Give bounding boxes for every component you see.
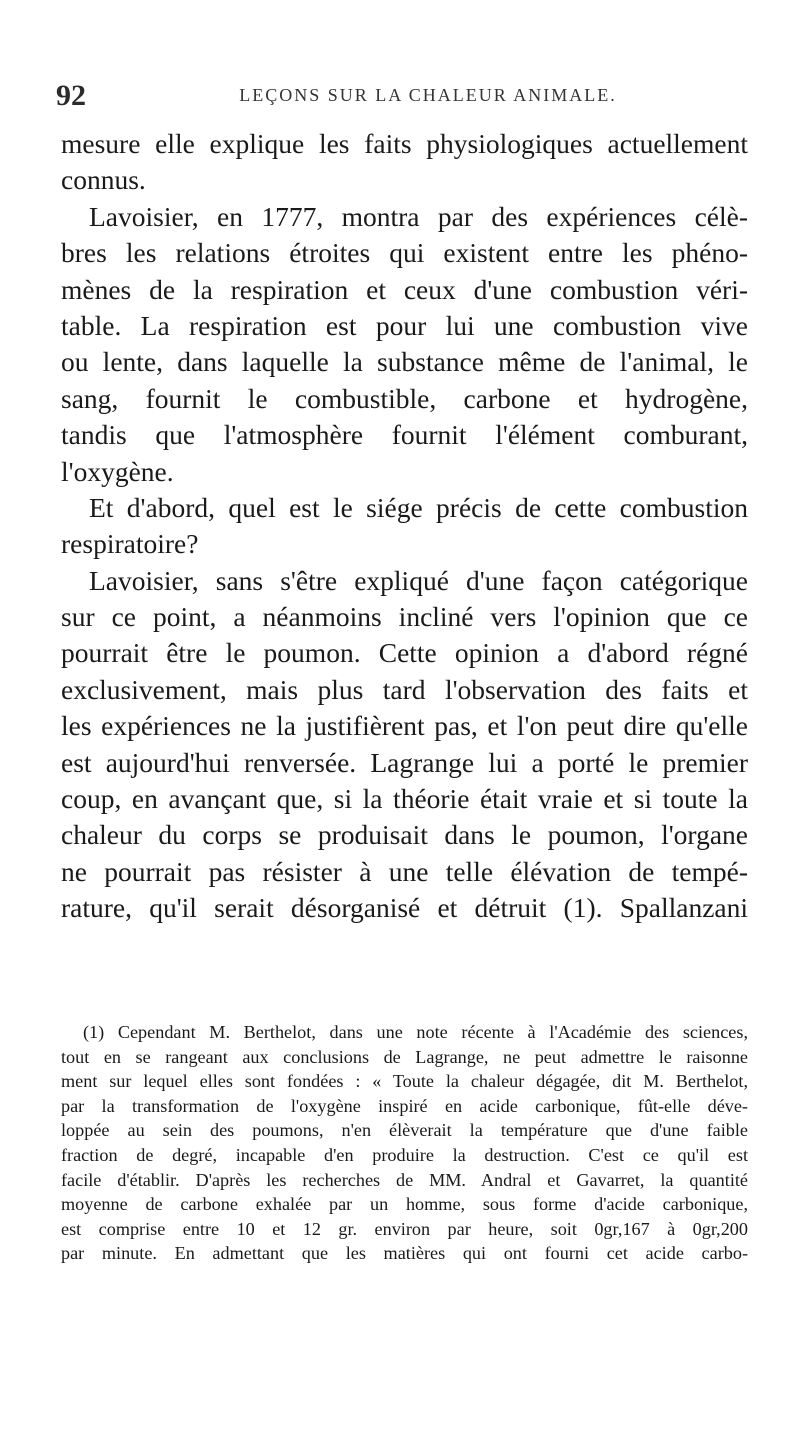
text-line: ne pourrait pas résister à une telle élévation de tempé- bbox=[61, 855, 748, 887]
text-line: Lavoisier, en 1777, montra par des expériences célè- bbox=[89, 200, 748, 232]
text-line: rature, qu'il serait désorganisé et détruit (1). Spallanzani bbox=[61, 892, 748, 924]
text-line: chaleur du corps se produisait dans le poumon, l'organe bbox=[61, 819, 748, 851]
footnote-line: facile d'établir. D'après les recherches de MM. Andral et Gavarret, la quantité bbox=[61, 1169, 748, 1190]
text-line: bres les relations étroites qui existent entre les phéno- bbox=[61, 237, 748, 269]
page-header bbox=[56, 78, 746, 114]
text-line: les expériences ne la justifièrent pas, et l'on peut dire qu'elle bbox=[61, 710, 748, 742]
text-line: coup, en avançant que, si la théorie était vraie et si toute la bbox=[61, 783, 748, 815]
body-text bbox=[61, 126, 748, 927]
text-line: mènes de la respiration et ceux d'une combustion véri- bbox=[61, 273, 748, 305]
footnote-line: moyenne de carbone exhalée par un homme, sous forme d'acide carbonique, bbox=[61, 1194, 748, 1215]
text-line: ou lente, dans laquelle la substance même de l'animal, le bbox=[61, 346, 748, 378]
text-line: est aujourd'hui renversée. Lagrange lui a porté le premier bbox=[61, 746, 748, 778]
text-line: tandis que l'atmosphère fournit l'élément comburant, bbox=[61, 419, 748, 451]
text-line: mesure elle explique les faits physiologiques actuellement bbox=[61, 128, 748, 159]
footnote-line: par minute. En admettant que les matières qui ont fourni cet acide carbo- bbox=[61, 1243, 748, 1264]
text-line: Et d'abord, quel est le siége précis de cette combustion bbox=[89, 491, 748, 523]
text-line: respiratoire? bbox=[61, 528, 199, 560]
footnote-line: (1) Cependant M. Berthelot, dans une note récente à l'Académie des sciences, bbox=[83, 1022, 748, 1042]
text-line: table. La respiration est pour lui une combustion vive bbox=[61, 309, 748, 341]
text-line: exclusivement, mais plus tard l'observation des faits et bbox=[61, 673, 748, 705]
footnote-line: est comprise entre 10 et 12 gr. environ par heure, soit 0gr,167 à 0gr,200 bbox=[61, 1218, 748, 1239]
footnotes bbox=[61, 1020, 748, 1266]
page-number: 92 bbox=[56, 79, 86, 112]
footnote-line: tout en se rangeant aux conclusions de Lagrange, ne peut admettre le raisonne bbox=[61, 1046, 748, 1067]
footnote-line: par la transformation de l'oxygène inspiré en acide carbonique, fût-elle déve- bbox=[61, 1095, 748, 1116]
running-head: LEÇONS SUR LA CHALEUR ANIMALE. bbox=[239, 85, 617, 105]
text-line: l'oxygène. bbox=[61, 455, 174, 487]
footnote-line: fraction de degré, incapable d'en produire la destruction. C'est ce qu'il est bbox=[61, 1144, 748, 1165]
text-line: sur ce point, a néanmoins incliné vers l'opinion que ce bbox=[61, 601, 748, 633]
text-line: sang, fournit le combustible, carbone et hydrogène, bbox=[61, 382, 748, 414]
footnote-line: ment sur lequel elles sont fondées : « Toute la chaleur dégagée, dit M. Berthelot, bbox=[61, 1071, 748, 1092]
text-line: Lavoisier, sans s'être expliqué d'une façon catégorique bbox=[89, 564, 748, 596]
footnote-line: loppée au sein des poumons, n'en élèverait la température que d'une faible bbox=[61, 1120, 748, 1141]
text-line: connus. bbox=[61, 164, 146, 196]
text-line: pourrait être le poumon. Cette opinion a d'abord régné bbox=[61, 637, 748, 669]
